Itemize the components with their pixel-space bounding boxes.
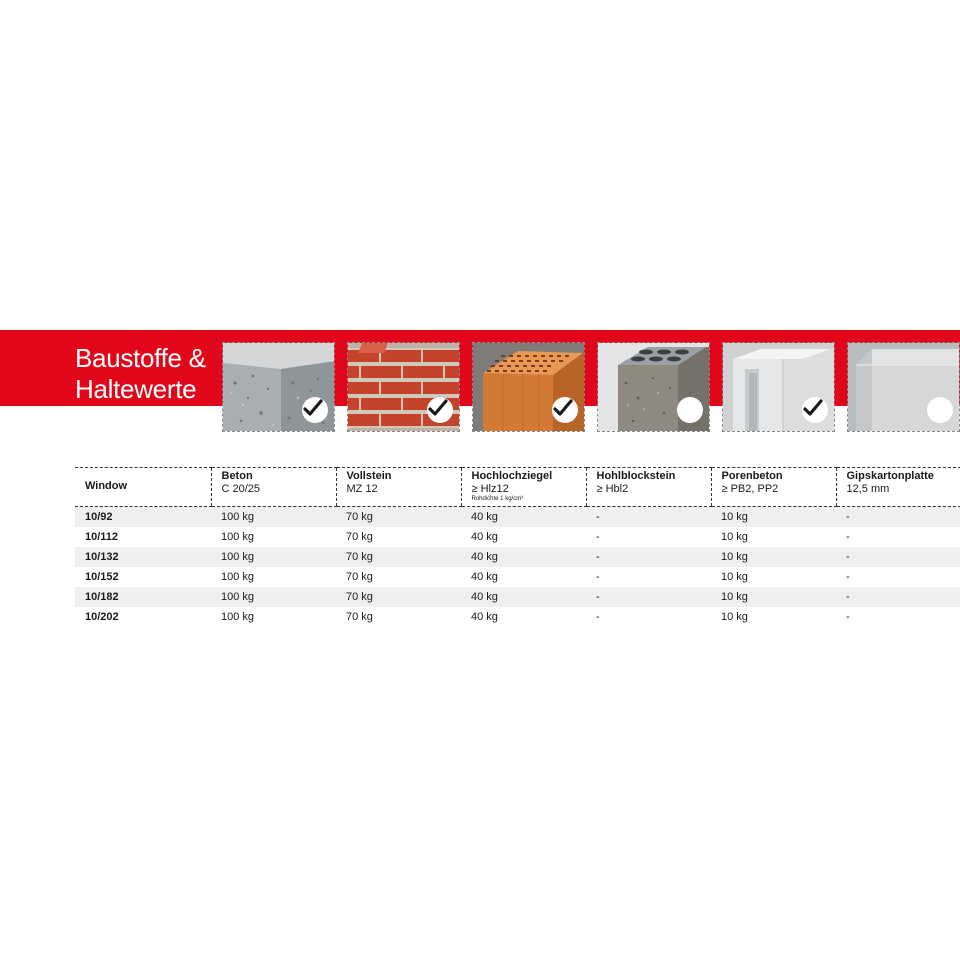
value-cell: - — [846, 531, 850, 543]
header-name: Hohlblockstein — [596, 470, 676, 482]
banner-title — [75, 343, 215, 405]
value-cell: 40 kg — [461, 547, 586, 567]
value-cell: 10 kg — [711, 587, 836, 607]
value-cell: 100 kg — [211, 507, 336, 528]
value-cell: 70 kg — [346, 531, 373, 543]
header-name: Vollstein — [346, 470, 392, 482]
value-cell: 40 kg — [471, 611, 498, 623]
table-row — [75, 587, 960, 607]
window-size-cell: 10/112 — [85, 531, 119, 543]
value-cell: 10 kg — [711, 507, 836, 528]
header-name: Beton — [221, 470, 253, 482]
header-sub: C 20/25 — [221, 483, 261, 495]
table-row — [75, 567, 960, 587]
window-size-cell: 10/132 — [75, 547, 211, 567]
circle-badge-hohlblockstein — [677, 397, 703, 423]
banner-title-line-1: Baustoffe & — [75, 343, 206, 373]
material-tile-beton — [222, 342, 335, 432]
table-row — [75, 507, 960, 528]
value-cell: 70 kg — [346, 611, 373, 623]
load-values-table — [75, 467, 960, 627]
table-row — [75, 607, 960, 627]
value-cell: 40 kg — [471, 531, 498, 543]
check-badge-vollstein — [427, 397, 453, 423]
header-sub: ≥ Hlz12 — [471, 483, 509, 495]
checkmark-icon — [427, 397, 449, 419]
value-cell: - — [846, 611, 850, 623]
header-name: Hochlochziegel — [471, 470, 553, 482]
value-cell: - — [586, 547, 711, 567]
window-size-cell: 10/92 — [75, 507, 211, 528]
header-gipskartonplatte — [836, 468, 960, 507]
value-cell: - — [836, 587, 960, 607]
value-cell: - — [586, 507, 711, 528]
header-sub: 12,5 mm — [846, 483, 890, 495]
material-tile-hohlblockstein — [597, 342, 710, 432]
check-badge-hochlochziegel — [552, 397, 578, 423]
value-cell: - — [586, 587, 711, 607]
checkmark-icon — [802, 397, 824, 419]
value-cell: 40 kg — [471, 571, 498, 583]
header-hohlblockstein — [586, 468, 711, 507]
header-hochlochziegel — [461, 468, 586, 507]
value-cell: - — [836, 507, 960, 528]
window-size-cell: 10/202 — [85, 611, 119, 623]
value-cell: 70 kg — [336, 507, 461, 528]
table-header-row — [75, 468, 960, 507]
header-sub: ≥ PB2, PP2 — [721, 483, 779, 495]
checkmark-icon — [302, 397, 324, 419]
value-cell: 40 kg — [461, 587, 586, 607]
value-cell: 100 kg — [211, 547, 336, 567]
header-vollstein — [336, 468, 461, 507]
header-beton — [211, 468, 336, 507]
window-size-cell: 10/182 — [75, 587, 211, 607]
value-cell: - — [846, 571, 850, 583]
circle-badge-gipskartonplatte — [927, 397, 953, 423]
header-note: Rohdichte 1 kg/cm³ — [471, 496, 524, 502]
header-window: Window — [75, 468, 211, 507]
value-cell: 10 kg — [721, 611, 748, 623]
value-cell: 70 kg — [346, 571, 373, 583]
material-tile-hochlochziegel — [472, 342, 585, 432]
window-size-cell: 10/152 — [85, 571, 119, 583]
header-sub: ≥ Hbl2 — [596, 483, 629, 495]
banner-title-line-2: Haltewerte — [75, 374, 197, 404]
value-cell: 10 kg — [721, 531, 748, 543]
value-cell: 70 kg — [336, 587, 461, 607]
material-tile-gipskartonplatte — [847, 342, 960, 432]
header-porenbeton — [711, 468, 836, 507]
value-cell: 70 kg — [336, 547, 461, 567]
header-name: Porenbeton — [721, 470, 783, 482]
material-tile-vollstein — [347, 342, 460, 432]
table-row — [75, 547, 960, 567]
value-cell: 100 kg — [211, 587, 336, 607]
value-cell: - — [596, 531, 600, 543]
checkmark-icon — [552, 397, 574, 419]
value-cell: - — [836, 547, 960, 567]
check-badge-porenbeton — [802, 397, 828, 423]
value-cell: 100 kg — [221, 611, 255, 623]
value-cell: 40 kg — [461, 507, 586, 528]
header-sub: MZ 12 — [346, 483, 378, 495]
table-row — [75, 527, 960, 547]
value-cell: - — [596, 571, 600, 583]
value-cell: - — [596, 611, 600, 623]
value-cell: 10 kg — [711, 547, 836, 567]
value-cell: 100 kg — [221, 571, 255, 583]
check-badge-beton — [302, 397, 328, 423]
value-cell: 10 kg — [721, 571, 748, 583]
material-tile-porenbeton — [722, 342, 835, 432]
header-name: Gipskartonplatte — [846, 470, 934, 482]
value-cell: 100 kg — [221, 531, 255, 543]
